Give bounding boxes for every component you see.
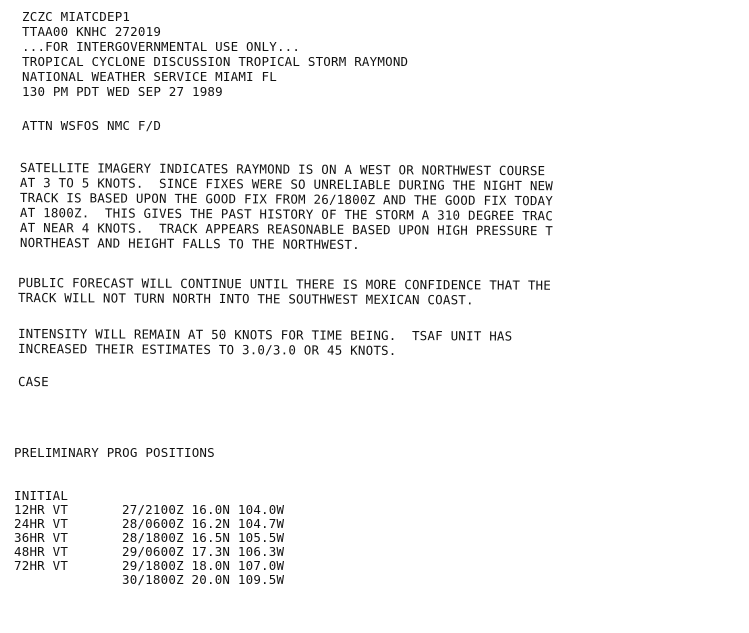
prog-row-position: 30/1800Z 20.0N 109.5W [122,572,285,587]
prog-row-position: 27/2100Z 16.0N 104.0W [122,502,285,517]
paragraph-1-line-5: AT NEAR 4 KNOTS. TRACK APPEARS REASONABLE BASED UPON HIGH PRESSURE T [19,220,554,239]
header-line-title: TROPICAL CYCLONE DISCUSSION TROPICAL STORM RAYMOND [22,54,409,69]
header-line-product-code: ZCZC MIATCDEP1 [22,9,131,24]
signature: CASE [17,374,49,390]
attention-line: ATTN WSFOS NMC F/D [22,118,162,133]
prog-row-position: 29/1800Z 18.0N 107.0W [122,558,285,573]
prog-row-label: 24HR VT [14,516,69,531]
prog-row-label: 48HR VT [14,544,69,559]
paragraph-1-line-4: AT 1800Z. THIS GIVES THE PAST HISTORY OF THE STORM A 310 DEGREE TRAC [19,205,554,224]
header-line-restriction: ...FOR INTERGOVERNMENTAL USE ONLY... [22,39,301,54]
prog-row-label: 36HR VT [14,530,69,545]
prog-row-position: 28/1800Z 16.5N 105.5W [122,530,285,545]
paragraph-1-line-6: NORTHEAST AND HEIGHT FALLS TO THE NORTHWEST. [19,235,360,253]
header-line-issue-time: 130 PM PDT WED SEP 27 1989 [22,84,223,99]
prog-row-position: 28/0600Z 16.2N 104.7W [122,516,285,531]
prog-positions-title: PRELIMINARY PROG POSITIONS [14,445,215,460]
prog-row-label: 12HR VT [14,502,69,517]
paragraph-1-line-1: SATELLITE IMAGERY INDICATES RAYMOND IS ON A WEST OR NORTHWEST COURSE [19,160,546,179]
header-line-wmo-id: TTAA00 KNHC 272019 [22,24,162,39]
paragraph-1-line-2: AT 3 TO 5 KNOTS. SINCE FIXES WERE SO UNRELIABLE DURING THE NIGHT NEW [19,175,554,194]
header-line-issuer: NATIONAL WEATHER SERVICE MIAMI FL [22,69,277,84]
prog-row-label: INITIAL [14,488,69,503]
paragraph-2-line-1: PUBLIC FORECAST WILL CONTINUE UNTIL THERE IS MORE CONFIDENCE THAT THE [17,275,552,293]
paragraph-2-line-2: TRACK WILL NOT TURN NORTH INTO THE SOUTHWEST MEXICAN COAST. [17,290,474,308]
paragraph-1-line-3: TRACK IS BASED UPON THE GOOD FIX FROM 26/1800Z AND THE GOOD FIX TODAY [19,190,554,209]
prog-row-label: 72HR VT [14,558,69,573]
paragraph-3-line-2: INCREASED THEIR ESTIMATES TO 3.0/3.0 OR 45 KNOTS. [17,341,397,358]
prog-row-position: 29/0600Z 17.3N 106.3W [122,544,285,559]
paragraph-3-line-1: INTENSITY WILL REMAIN AT 50 KNOTS FOR TIME BEING. TSAF UNIT HAS [17,326,513,344]
